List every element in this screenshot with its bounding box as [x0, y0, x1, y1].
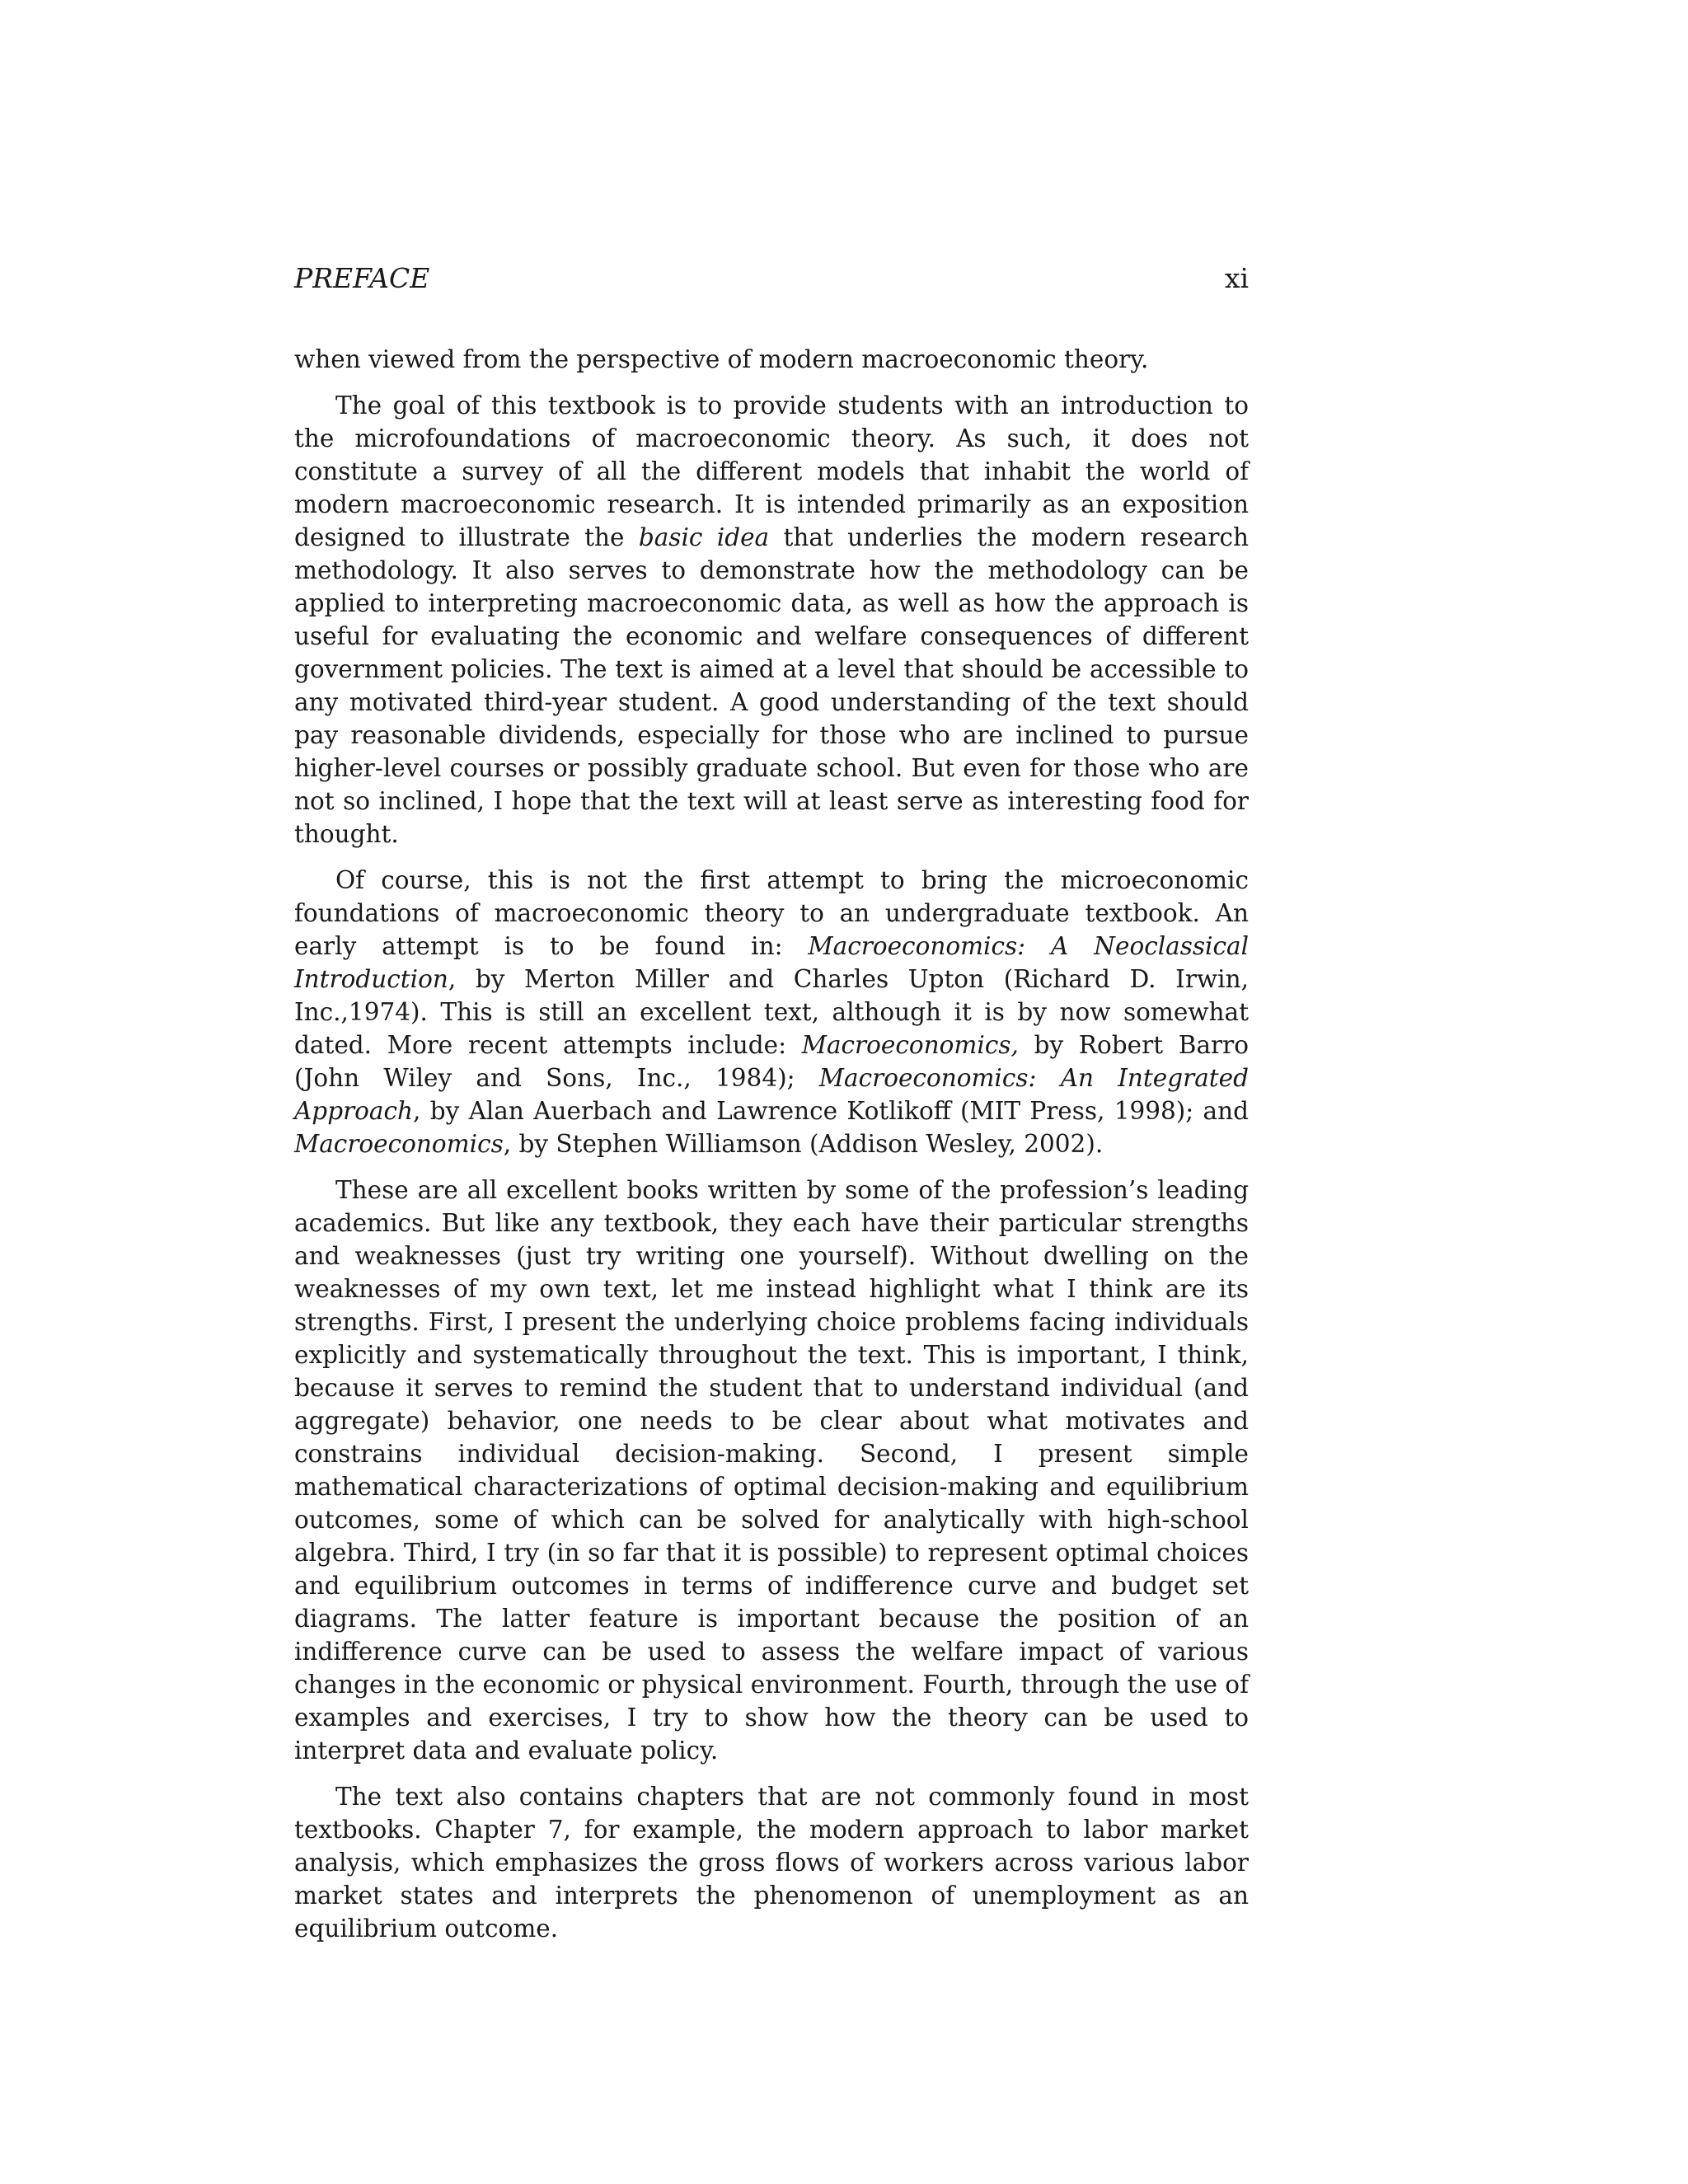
book-title: Macroeconomics	[294, 1130, 504, 1158]
running-head: PREFACE	[294, 262, 430, 294]
body-text	[294, 343, 1249, 1945]
paragraph-prior-textbooks	[294, 864, 1249, 1160]
book-title: Macroeconomics,	[801, 1031, 1019, 1059]
paragraph-chapters	[294, 1780, 1249, 1945]
paragraph-text: The goal of this textbook is to provide students with an introduction to the microfoundations of macroeconomic theory. As such, it does not constitute a survey of all the different models that inhabit the world of modern macroeconomic research. It is intended primarily as an exposition designed to illustrate the	[294, 391, 1249, 551]
paragraph-text: Of course, this is not the first attempt to bring the microeconomic foundations of macroeconomic theory to an undergraduate textbook. An early attempt is to be found in:	[294, 866, 1249, 960]
paragraph-text: , by Stephen Williamson (Addison Wesley, 2002).	[503, 1130, 1104, 1158]
paragraph-textbook-goal	[294, 389, 1249, 851]
emphasis-text: basic idea	[638, 523, 770, 551]
paragraph-text: These are all excellent books written by some of the profession’s leading academics. But like any textbook, they each have their particular strengths and weaknesses (just try writing one yourself). Without dwelling on the weaknesses of my own text, let me instead highlight what I think are its strengths. First, I present the underlying choice problems facing individuals explicitly and systematically throughout the text. This is important, I think, because it serves to remind the student that to understand individual (and aggregate) behavior, one needs to be clear about what motivates and constrains individual decision-making. Second, I present simple mathematical characterizations of optimal decision-making and equilibrium outcomes, some of which can be solved for analytically with high-school algebra. Third, I try (in so far that it is possible) to represent optimal choices and equilibrium outcomes in terms of indifference curve and budget set diagrams. The latter feature is important because the position of an indifference curve can be used to assess the welfare impact of various changes in the economic or physical environment. Fourth, through the use of examples and exercises, I try to show how the theory can be used to interpret data and evaluate policy.	[294, 1176, 1249, 1765]
book-title: Macroeconomics: An Integrated Approach	[294, 1064, 1249, 1125]
paragraph-text: by Robert Barro (John Wiley and Sons, Inc., 1984);	[294, 1031, 1249, 1092]
paragraph-strengths	[294, 1174, 1249, 1767]
paragraph-continuation	[294, 343, 1249, 376]
page-number: xi	[1224, 262, 1249, 294]
paragraph-text: The text also contains chapters that are not commonly found in most textbooks. Chapter 7, for example, the modern approach to labor market analysis, which emphasizes the gross flows of workers across various labor market states and interprets the phenomenon of unemployment as an equilibrium outcome.	[294, 1783, 1249, 1943]
book-title: Macroeconomics: A Neoclassical Introduction	[294, 932, 1250, 993]
paragraph-text: , by Alan Auerbach and Lawrence Kotlikoff (MIT Press, 1998); and	[413, 1097, 1249, 1125]
paragraph-text: , by Merton Miller and Charles Upton (Richard D. Irwin, Inc.,1974). This is still an excellent text, although it is by now somewhat dated. More recent attempts include:	[294, 965, 1249, 1059]
page-header	[294, 262, 1249, 303]
paragraph-text: that underlies the modern research methodology. It also serves to demonstrate how the methodology can be applied to interpreting macroeconomic data, as well as how the approach is useful for evaluating the economic and welfare consequences of different government policies. The text is aimed at a level that should be accessible to any motivated third-year student. A good understanding of the text should pay reasonable dividends, especially for those who are inclined to pursue higher-level courses or possibly graduate school. But even for those who are not so inclined, I hope that the text will at least serve as interesting food for thought.	[294, 523, 1249, 848]
paragraph-text: when viewed from the perspective of modern macroeconomic theory.	[294, 345, 1149, 373]
